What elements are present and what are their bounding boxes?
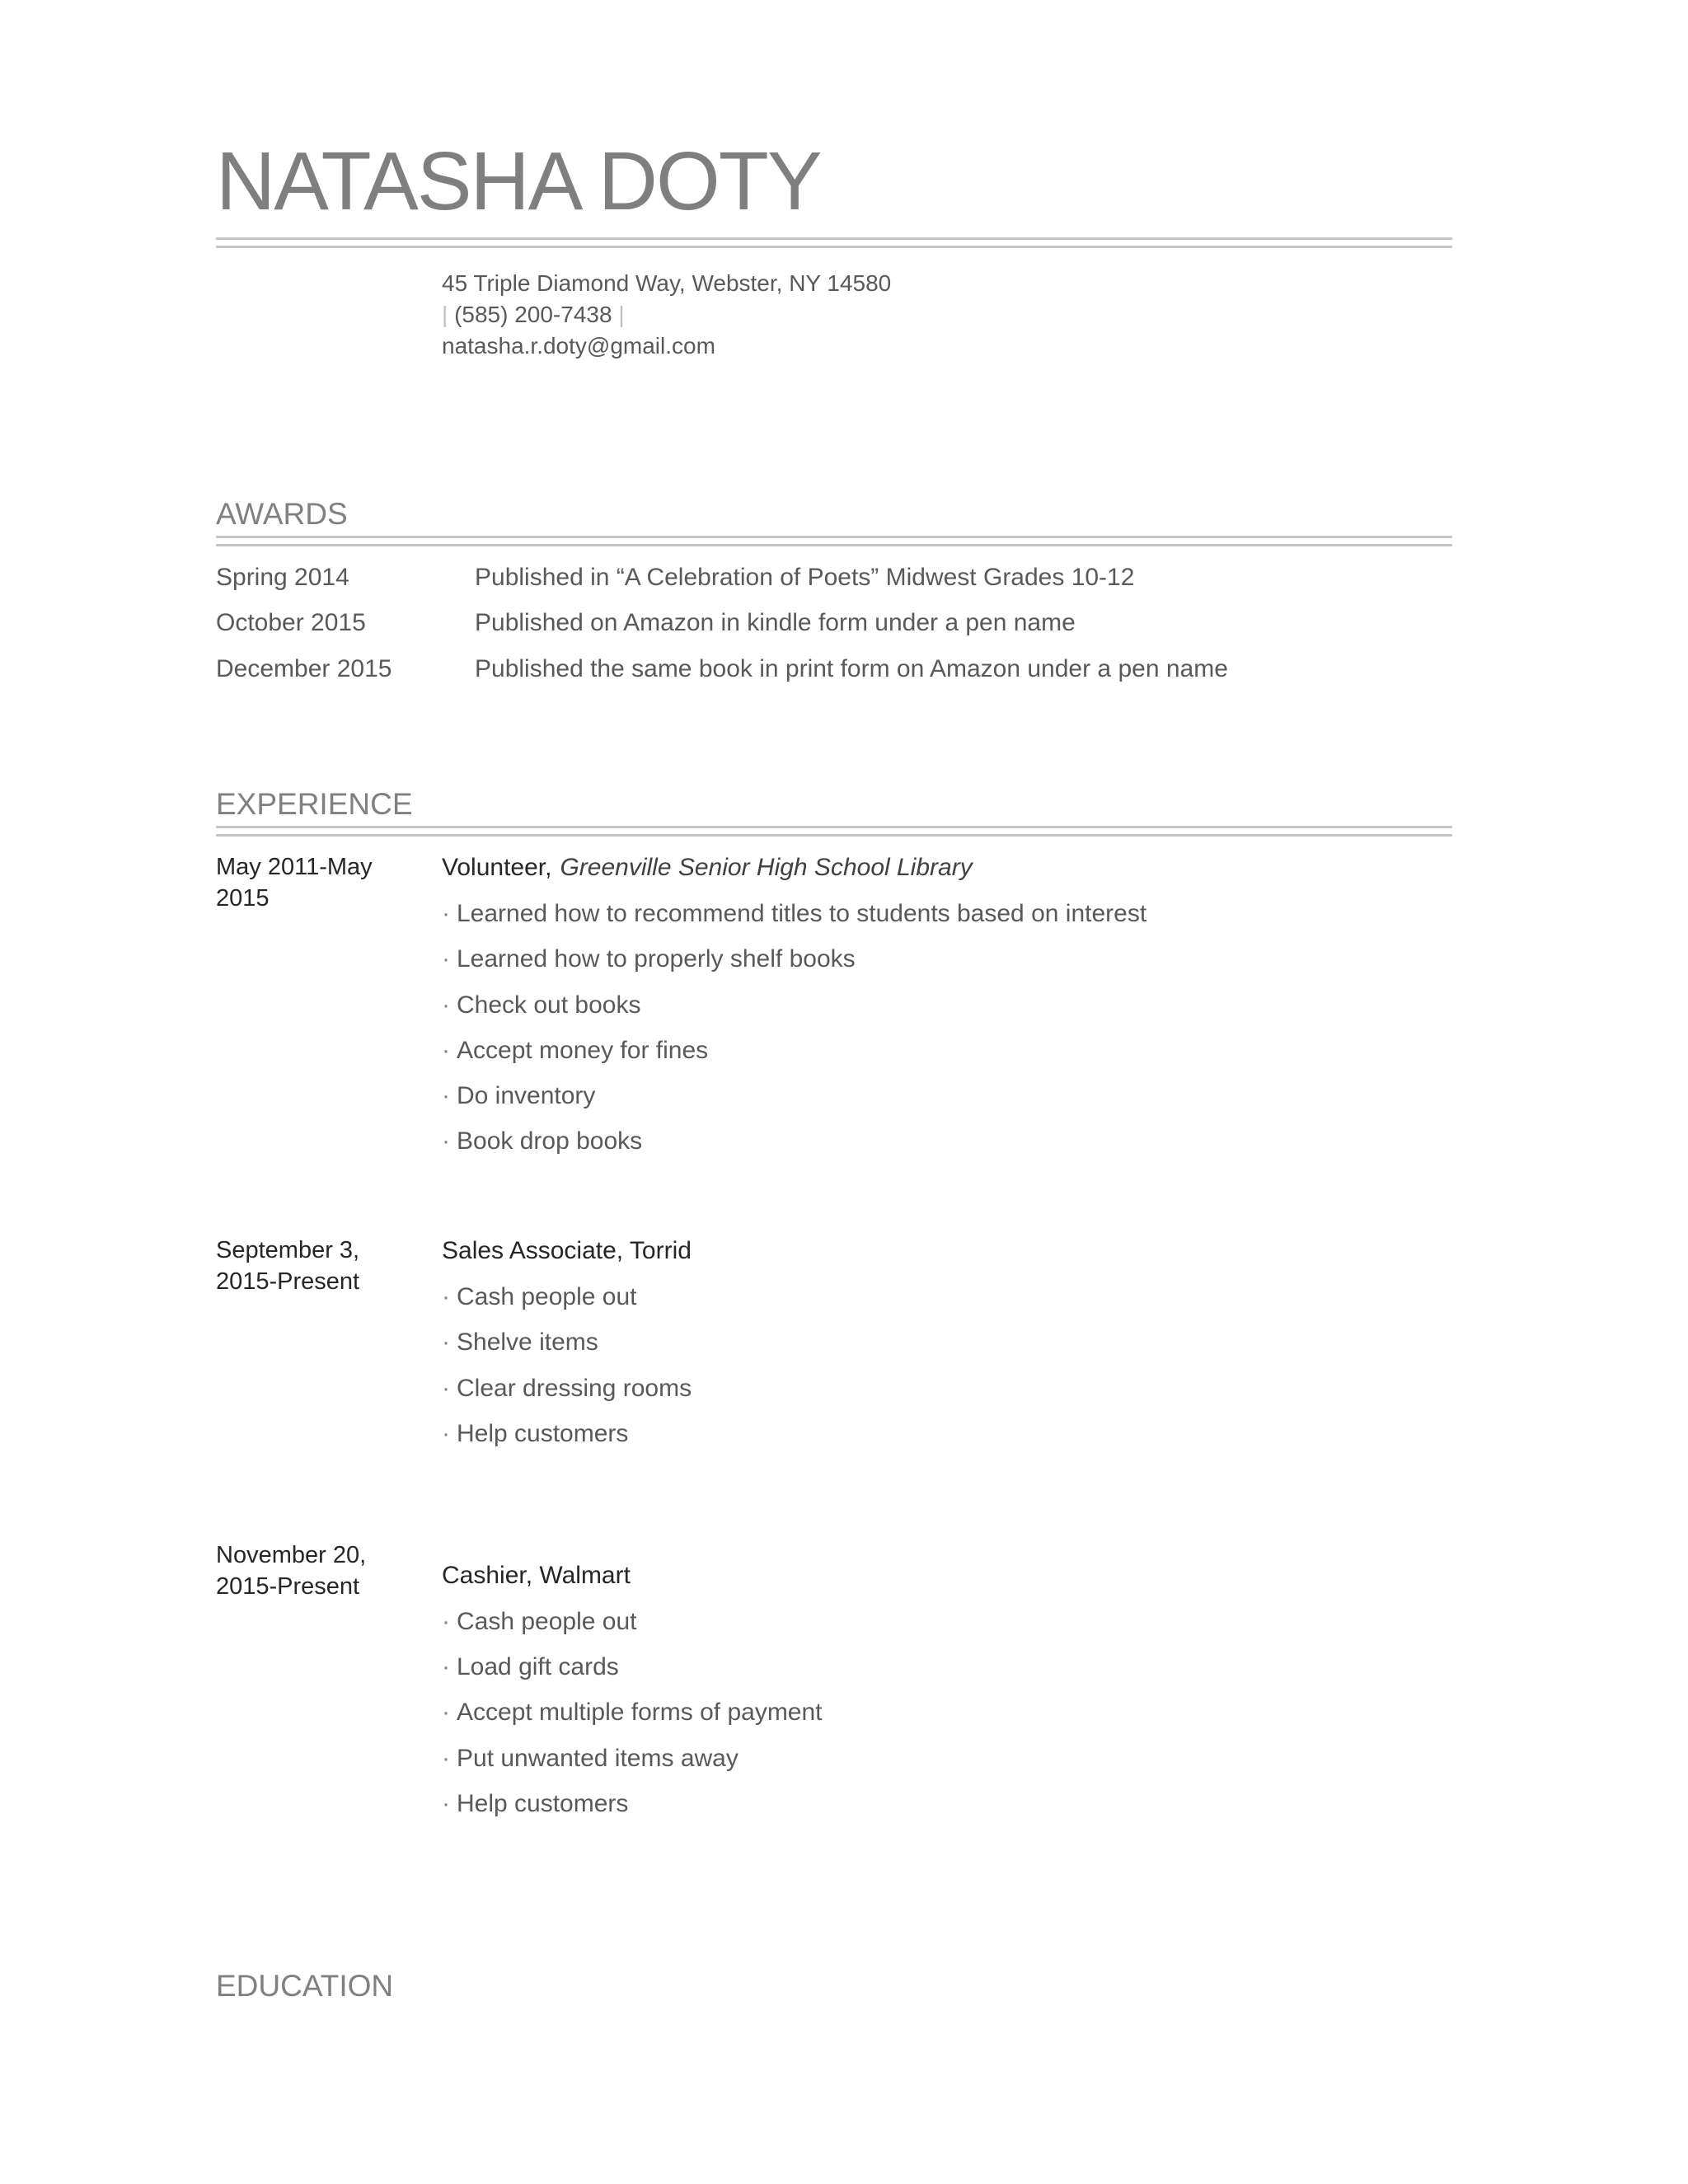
job-bullet: · Accept money for fines [442, 1037, 709, 1064]
bullet-glyph: · [442, 1283, 450, 1310]
contact-email: natasha.r.doty@gmail.com [442, 333, 715, 359]
job-date: September 3, 2015-Present [216, 1237, 360, 1295]
bullet-glyph: · [442, 1420, 450, 1447]
job-role: Volunteer, [442, 854, 552, 881]
bullet-glyph: · [442, 1037, 450, 1064]
award-text: Published the same book in print form on Amazon under a pen name [475, 655, 1228, 682]
header-rule-top [216, 237, 1452, 240]
job-title [442, 855, 973, 880]
bullet-glyph: · [442, 1653, 450, 1680]
separator: | [618, 302, 625, 327]
bullet-glyph: · [442, 945, 450, 972]
job-bullet: · Help customers [442, 1420, 629, 1447]
contact-address: 45 Triple Diamond Way, Webster, NY 14580 [442, 270, 892, 296]
experience-rule-bottom [216, 834, 1452, 837]
job-bullet: · Book drop books [442, 1127, 643, 1155]
job-title [442, 1239, 692, 1263]
bullet-glyph: · [442, 1082, 450, 1109]
awards-rule-bottom [216, 544, 1452, 546]
job-role: Sales Associate, Torrid [442, 1237, 692, 1264]
award-text: Published in “A Celebration of Poets” Midwest Grades 10-12 [475, 564, 1135, 591]
awards-rule-top [216, 536, 1452, 538]
bullet-glyph: · [442, 1699, 450, 1726]
job-bullet: · Clear dressing rooms [442, 1375, 692, 1402]
job-bullet: · Load gift cards [442, 1653, 619, 1680]
job-title [442, 1563, 631, 1588]
applicant-name: NATASHA DOTY [216, 135, 821, 227]
job-organization: Greenville Senior High School Library [560, 854, 973, 881]
experience-rule-top [216, 826, 1452, 828]
header-rule-bottom [216, 246, 1452, 248]
job-bullet: · Check out books [442, 991, 641, 1019]
job-date: May 2011-May 2015 [216, 854, 373, 912]
job-bullet: · Help customers [442, 1790, 629, 1817]
bullet-glyph: · [442, 1745, 450, 1772]
separator: | [442, 302, 448, 327]
bullet-glyph: · [442, 991, 450, 1019]
bullet-glyph: · [442, 1375, 450, 1402]
job-bullet: · Cash people out [442, 1608, 637, 1635]
bullet-glyph: · [442, 1329, 450, 1356]
awards-heading: AWARDS [216, 497, 348, 531]
bullet-glyph: · [442, 900, 450, 927]
bullet-glyph: · [442, 1608, 450, 1635]
award-date: December 2015 [216, 655, 392, 682]
job-date: November 20, 2015-Present [216, 1542, 367, 1600]
job-role: Cashier, Walmart [442, 1562, 631, 1589]
job-bullet: · Shelve items [442, 1329, 598, 1356]
contact-phone-line [442, 303, 625, 326]
experience-heading: EXPERIENCE [216, 787, 413, 821]
award-date: Spring 2014 [216, 564, 349, 591]
job-bullet: · Learned how to recommend titles to students based on interest [442, 900, 1147, 927]
award-text: Published on Amazon in kindle form under a pen name [475, 609, 1076, 636]
education-heading: EDUCATION [216, 1969, 394, 2003]
bullet-glyph: · [442, 1127, 450, 1155]
job-bullet: · Learned how to properly shelf books [442, 945, 856, 972]
contact-phone: (585) 200-7438 [454, 302, 612, 327]
job-bullet: · Accept multiple forms of payment [442, 1699, 823, 1726]
job-bullet: · Do inventory [442, 1082, 596, 1109]
bullet-glyph: · [442, 1790, 450, 1817]
award-date: October 2015 [216, 609, 366, 636]
job-bullet: · Cash people out [442, 1283, 637, 1310]
job-bullet: · Put unwanted items away [442, 1745, 738, 1772]
